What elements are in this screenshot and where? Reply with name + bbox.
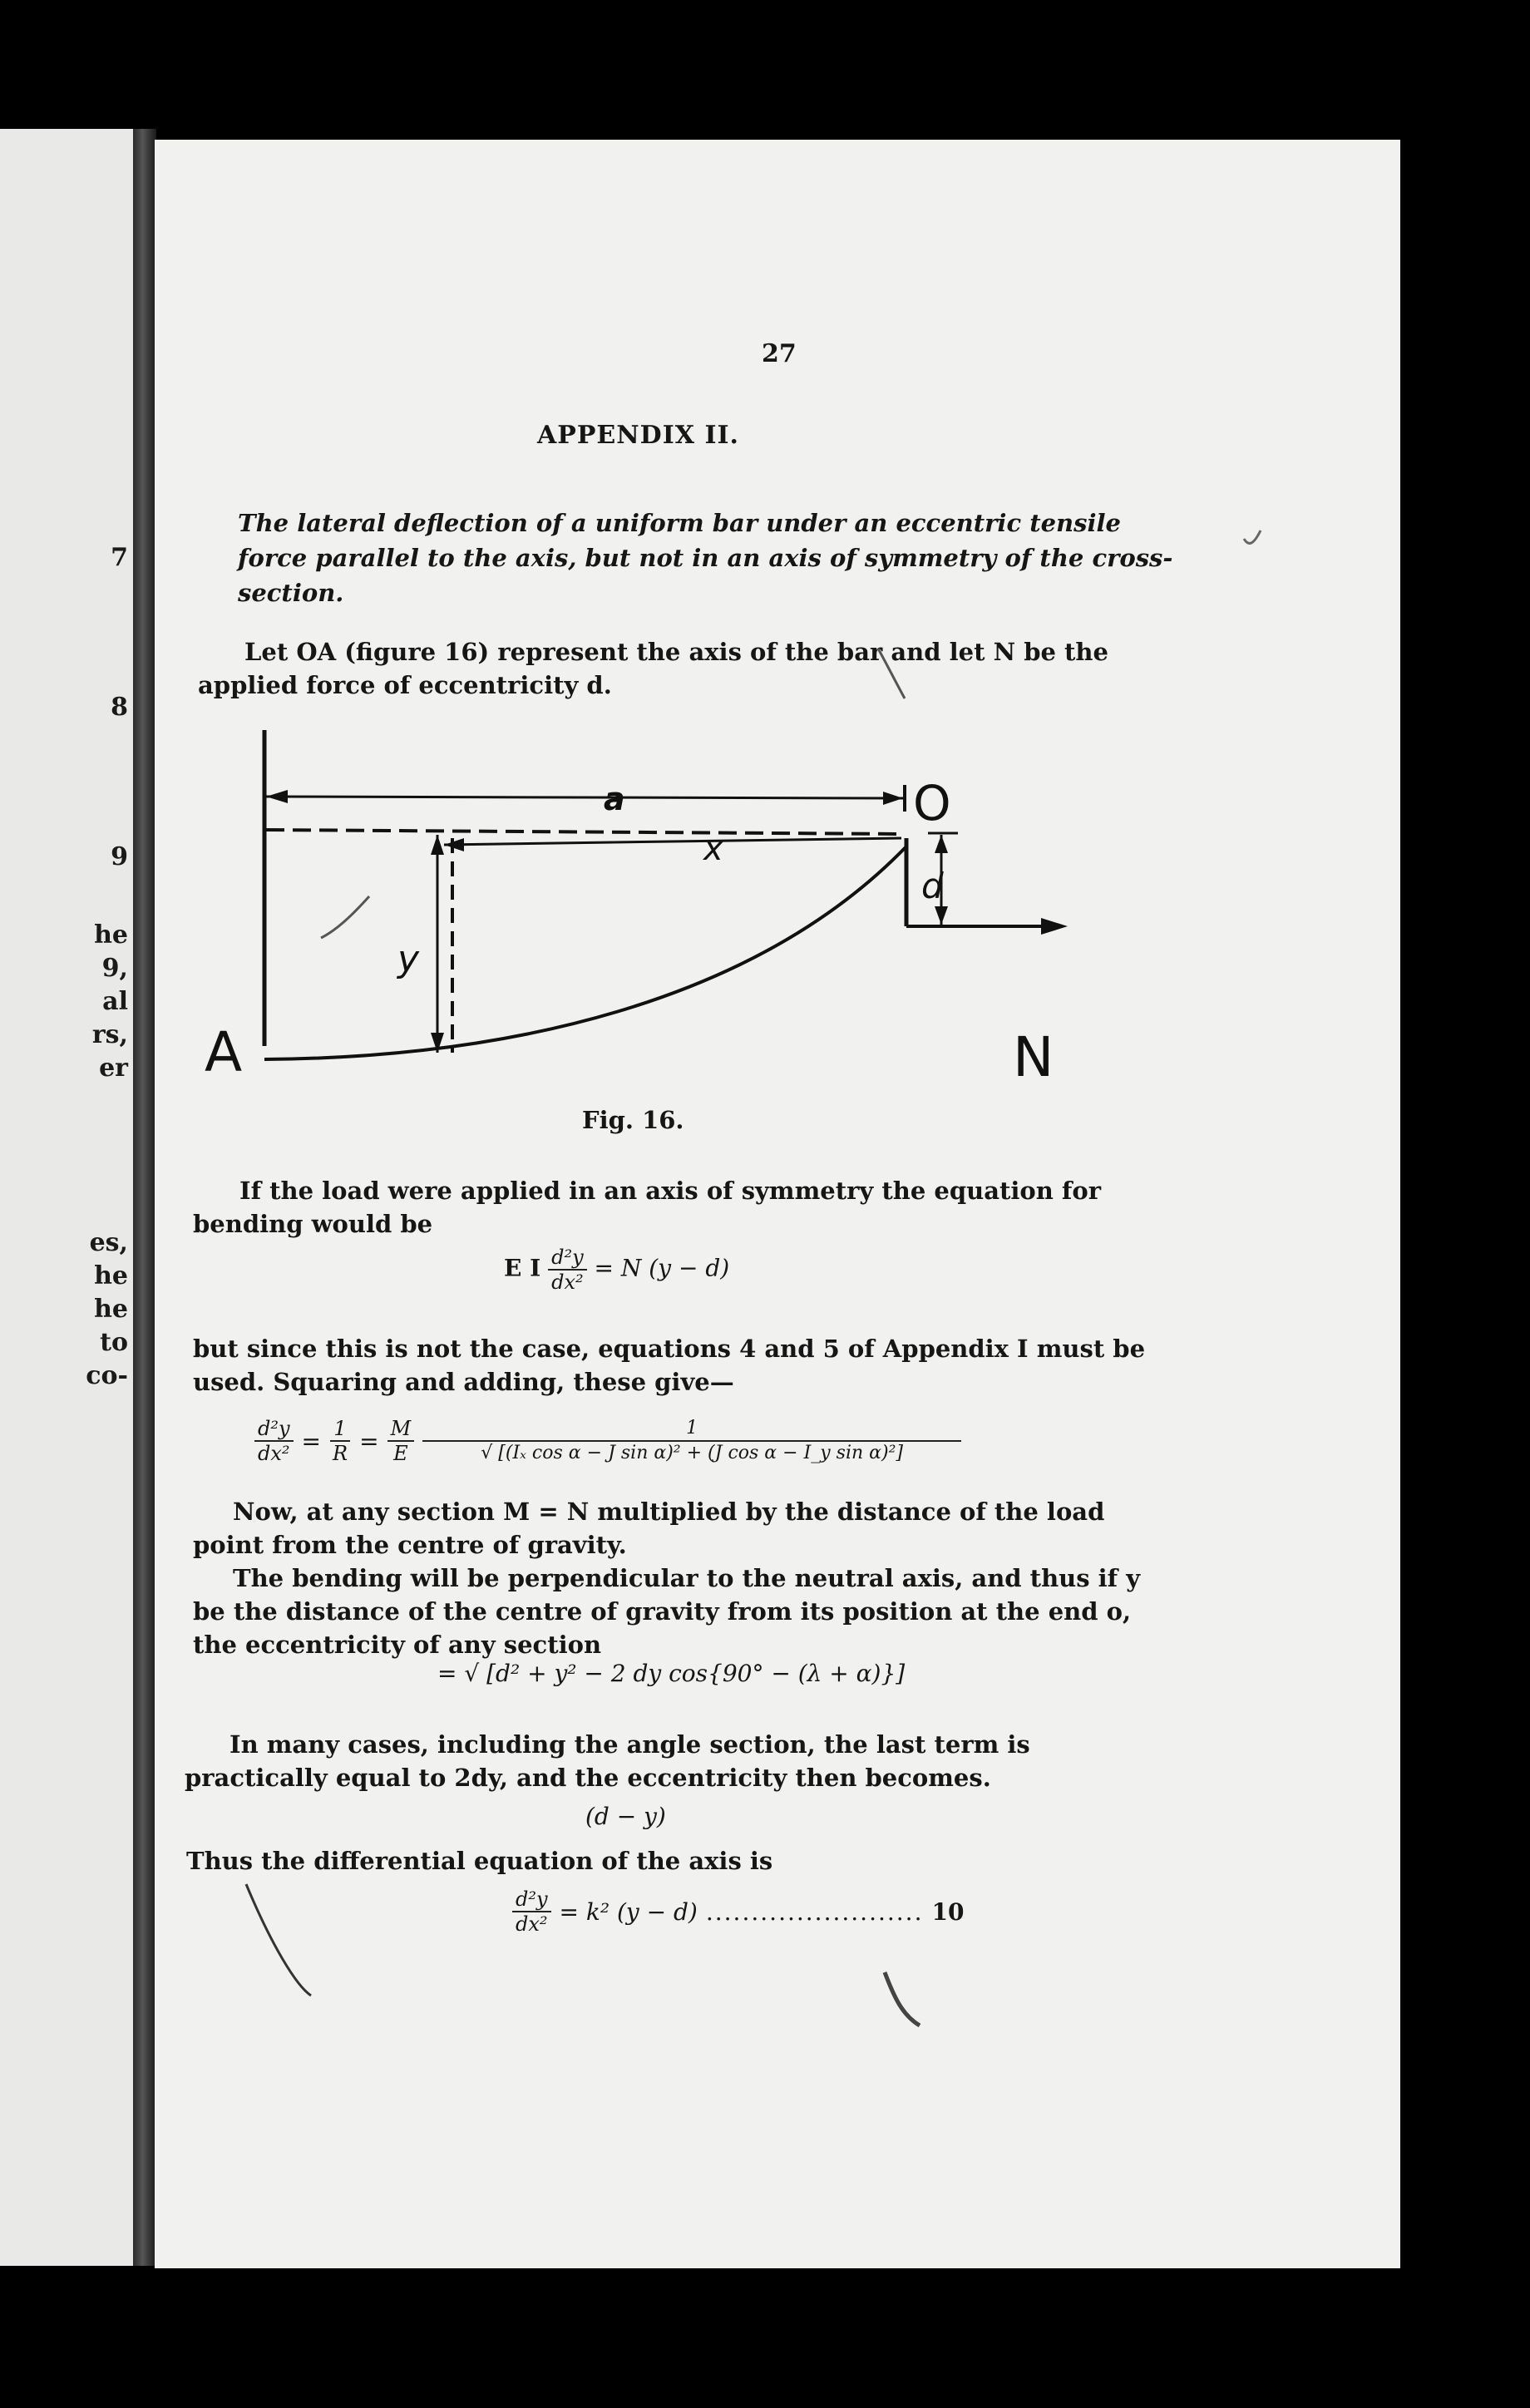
label-y: y: [397, 938, 420, 980]
eq2-num-3: M: [387, 1417, 415, 1442]
eq5-numerator: d²y: [512, 1887, 551, 1912]
eq1-rhs: = N (y − d): [594, 1254, 730, 1282]
paragraph-intro: Let OA (figure 16) represent the axis of the bar and let N be the applied force of eccentricity d.: [198, 638, 1108, 699]
equation-3: = √ [d² + y² − 2 dy cos{90° − (λ + α)}]: [437, 1660, 906, 1687]
pencil-stroke: [1244, 530, 1261, 543]
eq2-den-1: dx²: [258, 1442, 290, 1465]
label-x: x: [703, 830, 723, 868]
eq2-den-2: R: [333, 1442, 348, 1465]
eq2-equals: =: [301, 1427, 322, 1455]
left-fragment: to: [100, 1328, 128, 1357]
eq5-denominator: dx²: [516, 1912, 548, 1936]
eq1-numerator: d²y: [548, 1246, 587, 1271]
left-fragment: he: [94, 1261, 128, 1290]
eq2-equals: =: [359, 1427, 379, 1455]
left-fragment: co-: [86, 1361, 128, 1390]
paragraph-angle-section: In many cases, including the angle section, the last term is practically equal to 2dy, and the eccentricity then becomes.: [185, 1730, 1030, 1792]
label-A: A: [205, 1020, 243, 1084]
left-fragment: he: [94, 920, 128, 950]
eq1-lhs: E I: [504, 1254, 541, 1282]
left-fragment: 9: [111, 842, 128, 871]
left-fragment: al: [102, 987, 128, 1016]
left-fragment: 9,: [101, 954, 128, 983]
scan-border-bottom: [0, 2268, 1530, 2408]
left-fragment: 7: [111, 543, 128, 572]
eq5-leader-dots: ........................: [705, 1897, 924, 1926]
section-subtitle: The lateral deflection of a uniform bar under an eccentric tensile force parallel to the axis, but not in an axis of symmetry of the cross-section.: [238, 509, 1173, 607]
left-fragment: rs,: [91, 1020, 128, 1049]
left-fragment: 8: [111, 693, 128, 722]
paragraph-differential: Thus the differential equation of the axis is: [186, 1847, 773, 1875]
left-fragment: es,: [89, 1228, 128, 1257]
scan-border-right: [1400, 133, 1530, 2270]
left-fragment: er: [99, 1054, 128, 1083]
paragraph-symmetry: If the load were applied in an axis of symmetry the equation for bending would be: [193, 1177, 1102, 1238]
paragraph-appendix-ref: but since this is not the case, equations 4 and 5 of Appendix I must be used. Squaring and adding, these give—: [193, 1335, 1146, 1396]
adjacent-page-edge: [0, 129, 135, 2266]
appendix-title: APPENDIX II.: [537, 421, 739, 450]
eq2-num-4: 1: [422, 1417, 961, 1442]
left-fragment: he: [94, 1295, 128, 1324]
label-N: N: [1013, 1025, 1054, 1089]
pencil-annotations: [155, 140, 1400, 2268]
eq2-num-2: 1: [330, 1417, 349, 1442]
paragraph-perpendicular: The bending will be perpendicular to the neutral axis, and thus if y be the distance of the centre of gravity from its position at the end o, the eccentricity of any section: [193, 1564, 1141, 1659]
eq5-rhs: = k² (y − d): [559, 1897, 698, 1926]
equation-4: (d − y): [585, 1803, 666, 1830]
eq2-num-1: d²y: [254, 1417, 294, 1442]
label-d: d: [921, 866, 944, 906]
document-page: [155, 140, 1400, 2268]
pencil-stroke: [246, 1884, 311, 1996]
eq1-denominator: dx²: [551, 1271, 584, 1294]
eq2-den-4: √ [(Iₓ cos α − J sin α)² + (J cos α − I_y sin α)²]: [481, 1443, 904, 1463]
paragraph-moment: Now, at any section M = N multiplied by the distance of the load point from the centre of gravity.: [193, 1498, 1105, 1559]
eq2-den-3: E: [393, 1442, 408, 1465]
page-number: 27: [762, 339, 797, 368]
page-gutter: [133, 129, 156, 2266]
label-O: O: [913, 775, 951, 831]
equation-number: 10: [931, 1897, 965, 1926]
pencil-stroke: [878, 649, 905, 698]
scan-border-top: [0, 0, 1530, 133]
label-a: a: [604, 781, 625, 817]
pencil-stroke: [885, 1972, 920, 2026]
figure-caption: Fig. 16.: [582, 1106, 684, 1134]
